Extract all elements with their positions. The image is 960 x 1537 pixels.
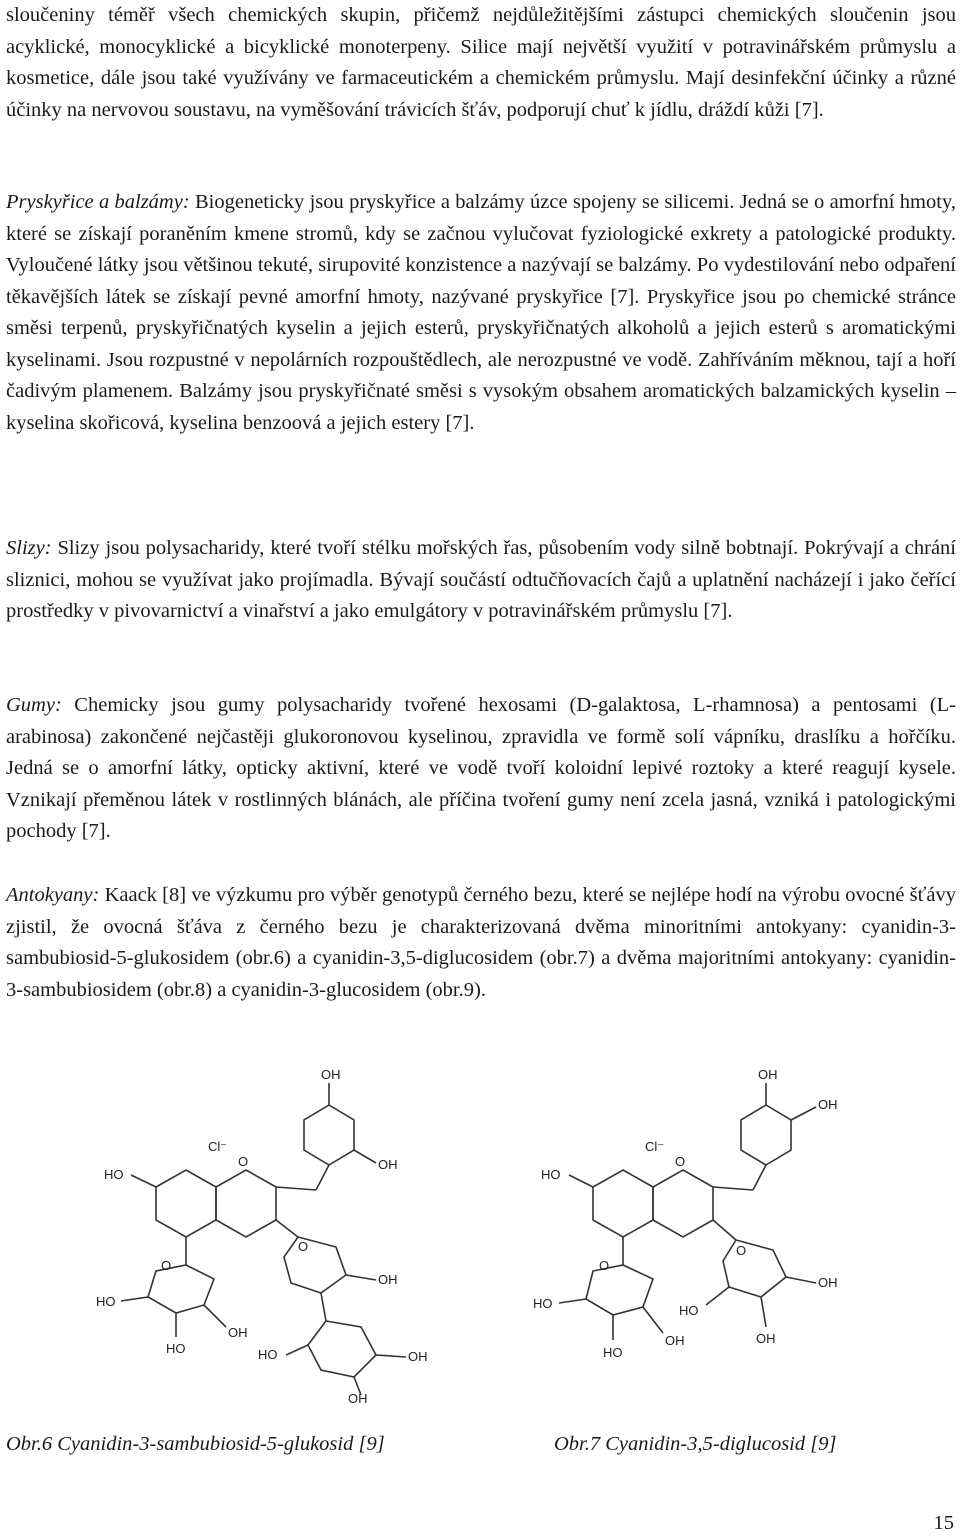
label-oh: OH	[408, 1349, 428, 1364]
paragraph-gumy	[6, 690, 956, 848]
label-oh: OH	[378, 1272, 398, 1287]
molecule-cyanidin-3-sambubiosid-5-glukosid	[36, 1065, 476, 1405]
page-number: 15	[933, 1512, 954, 1534]
label-ho: HO	[679, 1303, 699, 1318]
label-oh: OH	[665, 1333, 685, 1348]
paragraph-text: Biogeneticky jsou pryskyřice a balzámy úzce spojeny se silicemi. Jedná se o amorfní hmoty, které se získají poraněním kmene stromů, kdy se začnou vylučovat fyziologické exkrety a patologické produkty. Vyloučené látky jsou většinou tekuté, sirupovité konzistence a nazývají se balzámy. Po vydestilování nebo odpaření těkavějších látek se získají pevné amorfní hmoty, nazývané pryskyřice [7]. Pryskyřice jsou po chemické stránce směsi terpenů, pryskyřičnatých kyselin a jejich esterů, pryskyřičnatých alkoholů a jejich esterů s aromatickými kyselinami. Jsou rozpustné v nepolárních rozpouštědlech, ale nerozpustné ve vodě. Zahříváním měknou, tají a hoří čadivým plamenem. Balzámy jsou pryskyřičnaté směsi s vysokým obsahem aromatických balzamických kyselin – kyselina skořicová, kyselina benzoová a jejich estery [7].	[6, 191, 956, 434]
label-ho: HO	[603, 1345, 623, 1360]
label-oh: OH	[818, 1097, 838, 1112]
label-oh: OH	[348, 1391, 368, 1405]
paragraph-lead: Antokyany:	[6, 884, 100, 906]
label-ho: HO	[258, 1347, 278, 1362]
label-ho: HO	[166, 1341, 186, 1356]
label-chloride: Cl⁻	[208, 1139, 228, 1154]
label-oxygen: O	[736, 1243, 747, 1258]
paragraph-slizy	[6, 533, 956, 628]
label-oxygen: O	[161, 1258, 172, 1273]
paragraph-text: Chemicky jsou gumy polysacharidy tvořené hexosami (D-galaktosa, L-rhamnosa) a pentosami (L-arabinosa) zakončené nejčastěji glukoronovou kyselinou, zpravidla ve formě solí vápníku, draslíku a hořčíku. Jedná se o amorfní látky, opticky aktivní, které ve vodě tvoří koloidní lepivé roztoky a které reagují kysele. Vznikají přeměnou látek v rostlinných blánách, ale příčina tvoření gumy není zcela jasná, vzniká i patologickými pochody [7].	[6, 694, 956, 842]
molecule-cyanidin-3-5-diglucosid	[511, 1065, 931, 1405]
label-oh: OH	[818, 1275, 838, 1290]
label-oh: OH	[321, 1067, 341, 1082]
label-ho: HO	[541, 1167, 561, 1182]
paragraph-pryskyrice	[6, 187, 956, 439]
figure-caption-obr7: Obr.7 Cyanidin-3,5-diglucosid [9]	[554, 1433, 837, 1455]
label-oh: OH	[228, 1325, 248, 1340]
paragraph-lead: Slizy:	[6, 537, 52, 559]
paragraph-lead: Gumy:	[6, 694, 62, 716]
label-ho: HO	[96, 1294, 116, 1309]
label-oh: OH	[758, 1067, 778, 1082]
paragraph-text: Kaack [8] ve výzkumu pro výběr genotypů černého bezu, které se nejlépe hodí na výrobu ovocné šťávy zjistil, že ovocná šťáva z černého bezu je charakterizovaná dvěma minoritními antokyany: cyanidin-3-sambubiosid-5-glukosidem (obr.6) a cyanidin-3,5-diglucosidem (obr.7) a dvěma majoritními antokyany: cyanidin-3-sambubiosidem (obr.8) a cyanidin-3-glucosidem (obr.9).	[6, 884, 956, 1001]
label-oh: OH	[378, 1157, 398, 1172]
label-oxonium: O	[238, 1154, 249, 1169]
figure-caption-obr6: Obr.6 Cyanidin-3-sambubiosid-5-glukosid [9]	[6, 1433, 385, 1455]
paragraph-antokyany	[6, 880, 956, 1006]
label-oxonium: O	[675, 1154, 686, 1169]
label-oxygen: O	[599, 1258, 610, 1273]
label-ho: HO	[533, 1296, 553, 1311]
label-chloride: Cl⁻	[645, 1139, 665, 1154]
label-oxygen: O	[298, 1239, 309, 1254]
label-oh: OH	[756, 1331, 776, 1346]
paragraph-silice	[6, 0, 956, 126]
paragraph-lead: Pryskyřice a balzámy:	[6, 191, 190, 213]
paragraph-text: sloučeniny téměř všech chemických skupin, přičemž nejdůležitějšími zástupci chemických sloučenin jsou acyklické, monocyklické a bicyklické monoterpeny. Silice mají největší využití v potravinářském průmyslu a kosmetice, dále jsou také využívány ve farmaceutickém a chemickém průmyslu. Mají desinfekční účinky a různé účinky na nervovou soustavu, na vyměšování trávicích šťáv, podporují chuť k jídlu, dráždí kůži [7].	[6, 4, 956, 121]
label-ho: HO	[104, 1167, 124, 1182]
paragraph-text: Slizy jsou polysacharidy, které tvoří stélku mořských řas, působením vody silně bobtnají. Pokrývají a chrání sliznici, mohou se využívat jako projímadla. Bývají součástí odtučňovacích čajů a uplatnění nacházejí i jako čeřící prostředky v pivovarnictví a vinařství a jako emulgátory v potravinářském průmyslu [7].	[6, 537, 956, 622]
